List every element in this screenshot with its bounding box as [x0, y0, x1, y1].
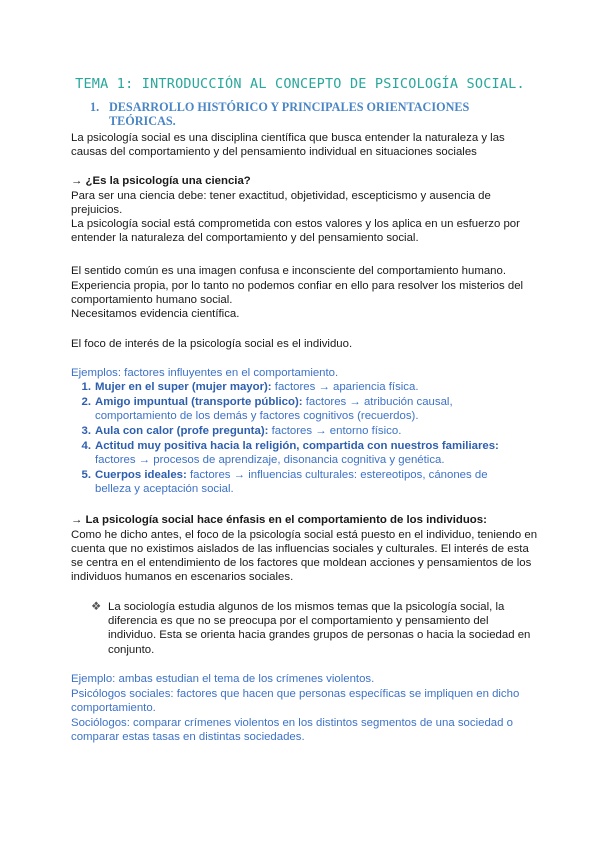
example-line: comportamiento. [71, 702, 156, 714]
list-item: 2. Amigo impuntual (transporte público): factores → atribución causal, [81, 396, 453, 408]
section-heading-line1: DESARROLLO HISTÓRICO Y PRINCIPALES ORIENTACIONES [109, 100, 470, 114]
list-item: 4. Actitud muy positiva hacia la religión, compartida con nuestros familiares: [81, 440, 499, 452]
question-heading: → ¿Es la psicología una ciencia? [71, 175, 251, 187]
intro-line: causas del comportamiento y del pensamiento individual en situaciones sociales [71, 146, 477, 158]
list-item: 5. Cuerpos ideales: factores → influencias culturales: estereotipos, cánones de [81, 469, 488, 481]
diamond-bullet-icon: ❖ [91, 601, 102, 613]
list-item: 1. Mujer en el super (mujer mayor): factores → apariencia física. [81, 381, 419, 393]
paragraph-line: Experiencia propia, por lo tanto no podemos confiar en ello para resolver los misterios del [71, 280, 524, 292]
paragraph-line: prejuicios. [71, 204, 123, 216]
paragraph-line: se centra en el entendimiento de los factores que moldean acciones y pensamientos de los [71, 557, 532, 569]
example-line: comparar estas tasas en distintas sociedades. [71, 731, 305, 743]
paragraph-line: Para ser una ciencia debe: tener exactitud, objetividad, escepticismo y ausencia de [71, 190, 491, 202]
examples-intro: Ejemplos: factores influyentes en el comportamiento. [71, 367, 339, 379]
example-line: Psicólogos sociales: factores que hacen que personas específicas se impliquen en dicho [71, 688, 520, 700]
paragraph-line: comportamiento humano social. [71, 294, 233, 306]
bullet-line: La sociología estudia algunos de los mismos temas que la psicología social, la [108, 601, 505, 613]
list-item: 3. Aula con calor (profe pregunta): factores → entorno físico. [81, 425, 402, 437]
page-title: TEMA 1: INTRODUCCIÓN AL CONCEPTO DE PSICOLOGÍA SOCIAL. [75, 76, 525, 92]
section-number: 1. [90, 100, 100, 114]
paragraph-line: El sentido común es una imagen confusa e inconsciente del comportamiento humano. [71, 265, 507, 277]
paragraph-line: individuos humanos en escenarios sociales. [71, 571, 294, 583]
list-item-continuation: belleza y aceptación social. [95, 483, 234, 495]
bullet-line: diferencia es que no se preocupa por el comportamiento y pensamiento del [108, 615, 489, 627]
focus-line: El foco de interés de la psicología social es el individuo. [71, 338, 353, 350]
intro-line: La psicología social es una disciplina científica que busca entender la naturaleza y las [71, 132, 505, 144]
example-line: Ejemplo: ambas estudian el tema de los crímenes violentos. [71, 673, 375, 685]
paragraph-line: Como he dicho antes, el foco de la psicología social está puesto en el individuo, teniendo en [71, 529, 538, 541]
section-heading [90, 101, 530, 128]
paragraph-line: Necesitamos evidencia científica. [71, 308, 240, 320]
example-line: Sociólogos: comparar crímenes violentos en los distintos segmentos de una sociedad o [71, 717, 513, 729]
paragraph-line: entender la naturaleza del comportamiento y del pensamiento social. [71, 232, 419, 244]
list-item-continuation: factores → procesos de aprendizaje, disonancia cognitiva y genética. [95, 454, 445, 466]
bullet-line: individuo. Esta se orienta hacia grandes grupos de personas o hacia la sociedad en [108, 629, 531, 641]
bullet-line: conjunto. [108, 644, 155, 656]
list-item-continuation: comportamiento de los demás y factores cognitivos (recuerdos). [95, 410, 419, 422]
emphasis-heading: → La psicología social hace énfasis en el comportamiento de los individuos: [71, 514, 487, 526]
paragraph-line: cuenta que no existimos aislados de las influencias sociales y culturales. El interés de esta [71, 543, 529, 555]
paragraph-line: La psicología social está comprometida con estos valores y los aplica en un esfuerzo por [71, 218, 520, 230]
section-heading-line2: TEÓRICAS. [109, 113, 176, 128]
